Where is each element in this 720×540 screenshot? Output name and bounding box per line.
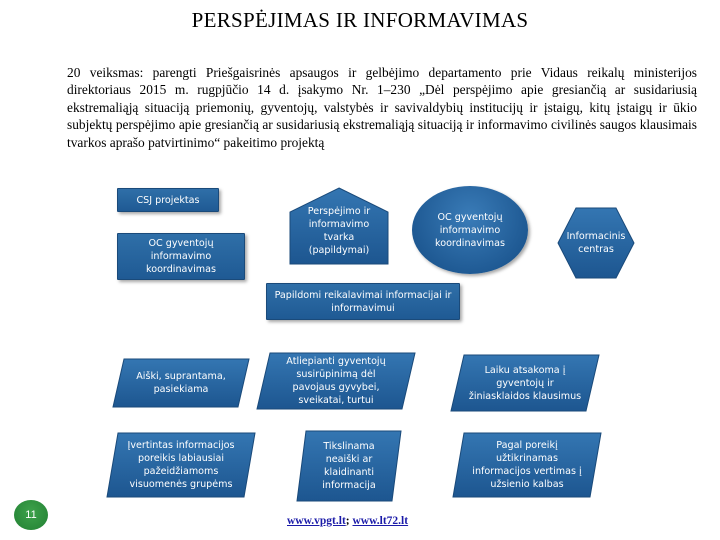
node-tvarka <box>288 186 390 266</box>
node-laiku-label: Laiku atsakoma į gyventojų ir žiniasklaidos klausimus <box>468 364 582 402</box>
node-laiku <box>450 354 600 412</box>
node-aiski-label: Aiški, suprantama, pasiekiama <box>136 371 226 395</box>
node-csj-projektas-label: CSJ projektas <box>136 194 200 206</box>
node-oc-left <box>117 233 245 280</box>
page-number: 11 <box>25 509 37 521</box>
footer-links <box>287 515 408 527</box>
node-tikslinama <box>296 430 402 502</box>
node-ivertintas-label: Įvertintas informacijos poreikis labiausiai pažeidžiamoms visuomenės grupėms <box>127 440 235 490</box>
node-informacinis-centras-label: Informacinis centras <box>566 231 626 255</box>
link-lt72[interactable]: www.lt72.lt <box>352 515 409 527</box>
link-separator: ; <box>345 515 350 527</box>
node-papildomi-reikalavimai <box>266 283 460 320</box>
node-pagal-label: Pagal poreikį užtikrinamas informacijos vertimas į užsienio kalbas <box>472 440 582 490</box>
node-oc-top-label: OC gyventojų informavimo koordinavimas <box>434 211 505 249</box>
node-atliepianti-label: Atliepianti gyventojų susirūpinimą dėl pavojaus gyvybei, sveikatai, turtui <box>286 356 386 406</box>
node-informacinis-centras <box>556 206 636 280</box>
node-papildomi-reikalavimai-label: Papildomi reikalavimai informacijai ir informavimui <box>274 289 452 314</box>
node-aiski <box>112 358 250 408</box>
page-title: PERSPĖJIMAS IR INFORMAVIMAS <box>191 8 529 32</box>
node-oc-left-label: OC gyventojų informavimo koordinavimas <box>145 238 216 275</box>
node-tikslinama-label: Tikslinama neaiški ar klaidinanti informacija <box>322 441 376 491</box>
node-ivertintas <box>106 432 256 498</box>
node-tvarka-label: Perspėjimo ir informavimo tvarka (papildymai) <box>307 206 371 256</box>
link-vpgt[interactable]: www.vpgt.lt <box>287 515 346 527</box>
page-number-badge <box>14 500 48 530</box>
intro-paragraph: 20 veiksmas: parengti Priešgaisrinės apsaugos ir gelbėjimo departamento prie Vidaus reikalų ministerijos direktoriaus 2015 m. rugpjūčio 14 d. įsakymo Nr. 1–230 „Dėl perspėjimo apie gresiančią ar susidariusią ekstremaliąją situaciją priemonių, gyventojų, valstybės ir savivaldybių institucijų ir įstaigų, kitų įstaigų ir ūkio subjektų perspėjimo apie gresiančią ar susidariusią ekstremaliąją situaciją ir informavimo civilinės saugos klausimais tvarkos aprašo patvirtinimo“ pakeitimo projektą <box>67 65 697 150</box>
node-pagal <box>452 432 602 498</box>
node-oc-top <box>412 186 528 274</box>
node-csj-projektas <box>117 188 219 212</box>
node-atliepianti <box>256 352 416 410</box>
